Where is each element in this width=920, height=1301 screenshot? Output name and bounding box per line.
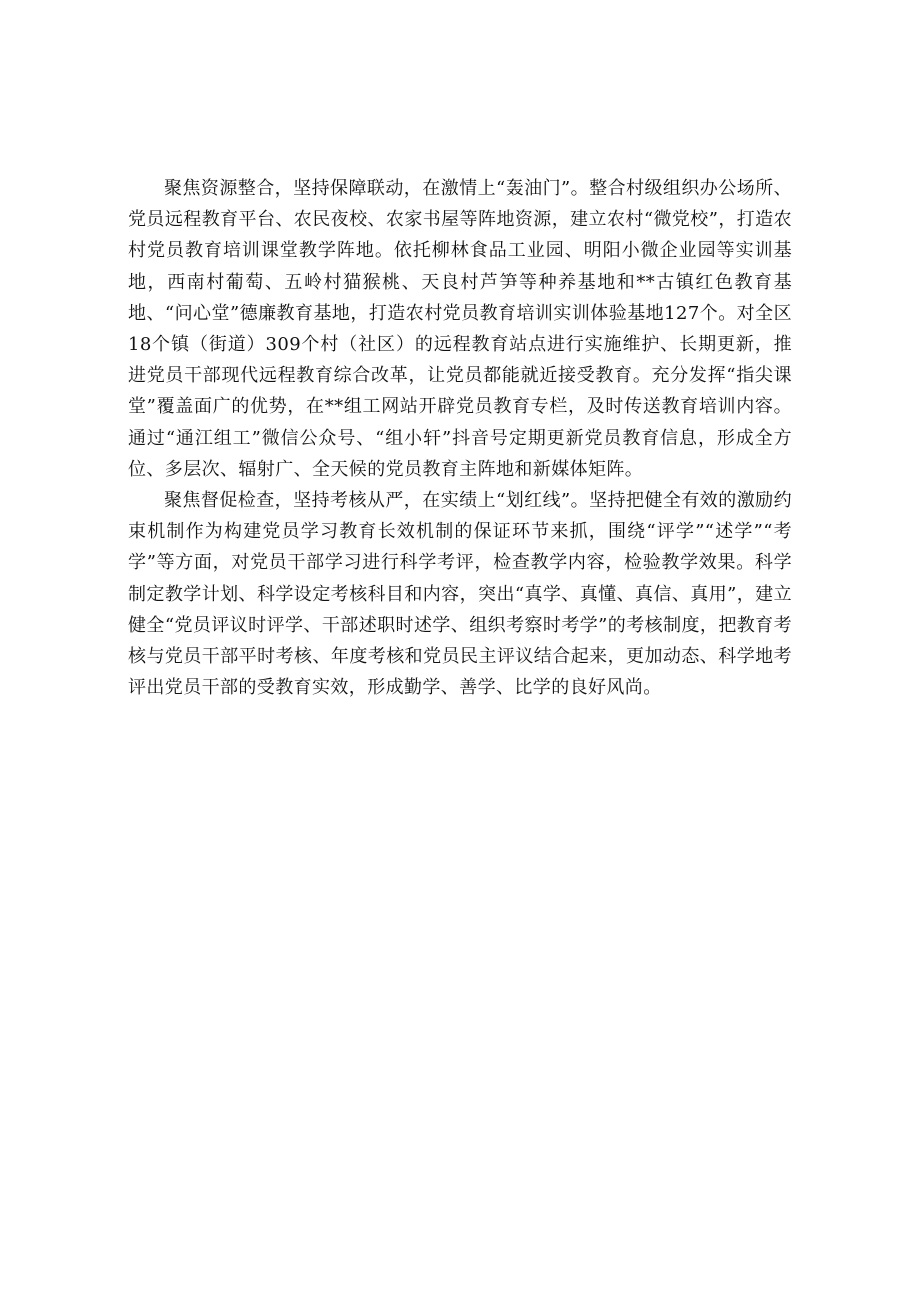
paragraph-supervision-inspection: 聚焦督促检查，坚持考核从严，在实绩上“划红线”。坚持把健全有效的激励约束机制作为构建党员学习教育长效机制的保证环节来抓，围绕“评学”“述学”“考学”等方面，对党员干部学习进行科学考评，检查教学内容，检验教学效果。科学制定教学计划、科学设定考核科目和内容，突出“真学、真懂、真信、真用”，建立健全“党员评议时评学、干部述职时述学、组织考察时考学”的考核制度，把教育考核与党员干部平时考核、年度考核和党员民主评议结合起来，更加动态、科学地考评出党员干部的受教育实效，形成勤学、善学、比学的良好风尚。 bbox=[128, 490, 792, 699]
paragraph-resource-integration: 聚焦资源整合，坚持保障联动，在激情上“轰油门”。整合村级组织办公场所、党员远程教育平台、农民夜校、农家书屋等阵地资源，建立农村“微党校”，打造农村党员教育培训课堂教学阵地。依托柳林食品工业园、明阳小微企业园等实训基地，西南村葡萄、五岭村猫猴桃、天良村芦笋等种养基地和**古镇红色教育基地、“问心堂”德廉教育基地，打造农村党员教育培训实训体验基地127个。对全区18个镇（街道）309个村（社区）的远程教育站点进行实施维护、长期更新，推进党员干部现代远程教育综合改革，让党员都能就近接受教育。充分发挥“指尖课堂”覆盖面广的优势，在**组工网站开辟党员教育专栏，及时传送教育培训内容。通过“通江组工”微信公众号、“组小轩”抖音号定期更新党员教育信息，形成全方位、多层次、辐射广、全天候的党员教育主阵地和新媒体矩阵。 bbox=[128, 178, 792, 480]
document-body bbox=[128, 173, 792, 703]
